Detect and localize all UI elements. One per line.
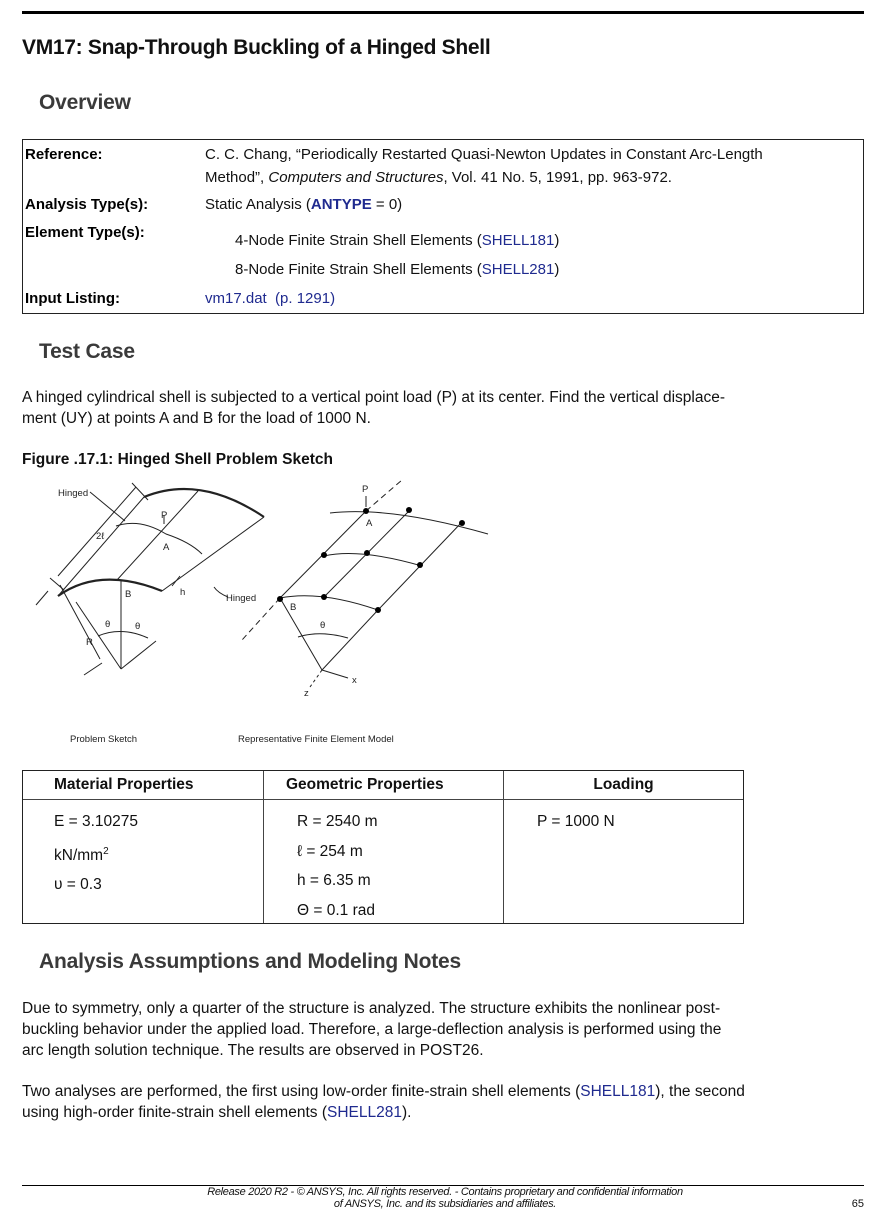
dim-tick [132, 483, 148, 500]
reference-journal: Computers and Structures [268, 169, 444, 186]
assumptions-paragraph-1 [22, 998, 852, 1061]
loading-cell [504, 800, 743, 837]
material-cell [23, 800, 263, 900]
paragraph-line: Due to symmetry, only a quarter of the structure is analyzed. The structure exhibits the nonlinear post- [22, 1000, 721, 1017]
x-label: x [352, 675, 357, 686]
p-label: P [161, 510, 168, 521]
paragraph-text: using high-order finite-strain shell elements ( [22, 1104, 327, 1121]
analysis-text: Static Analysis ( [205, 196, 311, 213]
paragraph-line: A hinged cylindrical shell is subjected to a vertical point load (P) at its center. Find the vertical displace- [22, 389, 726, 406]
x-axis [322, 670, 348, 678]
page-number: 65 [851, 1198, 864, 1210]
theta-arc [98, 631, 148, 638]
h-dim [172, 576, 180, 586]
shell281-link[interactable]: SHELL281 [326, 1104, 402, 1121]
analysis-type-value [205, 193, 855, 216]
dim-tick [36, 591, 48, 605]
assumptions-heading: Analysis Assumptions and Modeling Notes [39, 950, 461, 973]
antype-link[interactable]: ANTYPE [310, 196, 372, 213]
material-value: υ = 0.3 [54, 876, 102, 894]
input-listing-link[interactable]: vm17.dat (p. 1291) [205, 290, 336, 307]
reference-text: , Vol. 41 No. 5, 1991, pp. 963-972. [443, 169, 672, 186]
test-case-paragraph [22, 387, 852, 429]
loading-header: Loading [504, 771, 743, 800]
element-text: ) [554, 232, 560, 249]
reference-label: Reference: [25, 146, 103, 163]
right-caption: Representative Finite Element Model [238, 734, 394, 745]
dim-tick [50, 578, 64, 590]
test-case-heading: Test Case [39, 340, 135, 363]
loading-value: P = 1000 N [537, 813, 615, 830]
analysis-text: = 0) [371, 196, 403, 213]
element-text: ) [554, 261, 560, 278]
footer-line: of ANSYS, Inc. and its subsidiaries and affiliates. [333, 1198, 557, 1210]
z-label: z [304, 688, 309, 699]
footer-copyright [150, 1186, 740, 1210]
assumptions-paragraph-2 [22, 1081, 852, 1123]
symmetry-line [242, 598, 280, 640]
input-listing-label: Input Listing: [25, 290, 120, 307]
shell181-link[interactable]: SHELL181 [481, 232, 555, 249]
geometric-value: Θ = 0.1 rad [297, 901, 375, 919]
paragraph-text: ), the second [655, 1083, 745, 1100]
paragraph-line: ment (UY) at points A and B for the load of 1000 N. [22, 410, 371, 427]
shell181-link[interactable]: SHELL181 [580, 1083, 656, 1100]
element-text: 8-Node Finite Strain Shell Elements ( [235, 261, 482, 278]
fe-theta-label: θ [320, 620, 326, 631]
geometric-value: h = 6.35 m [297, 872, 371, 889]
edge-line [117, 491, 198, 580]
r-label: R [86, 637, 93, 648]
page-title: VM17: Snap-Through Buckling of a Hinged Shell [22, 36, 491, 59]
overview-table [22, 139, 864, 314]
hinged-top-label: Hinged [58, 488, 89, 499]
left-caption: Problem Sketch [70, 734, 138, 745]
problem-sketch-figure [30, 480, 510, 755]
fe-arc [324, 554, 422, 566]
b-label: B [125, 589, 132, 600]
reference-line-1: C. C. Chang, “Periodically Restarted Quasi-Newton Updates in Constant Arc-Length [205, 146, 763, 163]
top-rule [22, 11, 864, 14]
front-arc [58, 580, 162, 596]
hinged-side-label: Hinged [226, 593, 257, 604]
h-label: h [180, 587, 186, 598]
r-dim [60, 585, 100, 659]
hinged-leader [90, 492, 125, 521]
z-axis [310, 670, 322, 687]
theta-label: θ [105, 619, 111, 630]
shell-diagram [30, 480, 510, 755]
paragraph-line: buckling behavior under the applied load. Therefore, a large-deflection analysis is performed using the [22, 1021, 722, 1038]
analysis-type-label: Analysis Type(s): [25, 196, 149, 213]
theta-label: θ [135, 621, 141, 632]
paragraph-line: arc length solution technique. The results are observed in POST26. [22, 1042, 484, 1059]
footer-line: Release 2020 R2 - © ANSYS, Inc. All rights reserved. - Contains proprietary and confidential information [207, 1186, 683, 1198]
fe-p-label: P [362, 484, 369, 495]
fe-b-label: B [290, 602, 297, 613]
geometric-column [263, 771, 504, 923]
reference-text: Method”, [205, 169, 269, 186]
material-value: E = 3.10275 [54, 813, 139, 830]
symmetry-line [366, 480, 402, 511]
fe-a-label: A [366, 518, 373, 529]
geometric-value: R = 2540 m [297, 813, 378, 830]
mid-arc [116, 523, 202, 554]
two-l-label: 2ℓ [96, 531, 105, 542]
paragraph-text: Two analyses are performed, the first using low-order finite-strain shell elements ( [22, 1083, 581, 1100]
geometric-header: Geometric Properties [264, 771, 504, 800]
dim-tick [84, 663, 102, 675]
element-type-label: Element Type(s): [25, 224, 145, 241]
material-column [23, 771, 263, 923]
overview-heading: Overview [39, 91, 131, 114]
figure-caption: Figure .17.1: Hinged Shell Problem Sketch [22, 451, 333, 468]
element-text: 4-Node Finite Strain Shell Elements ( [235, 232, 482, 249]
material-header: Material Properties [23, 771, 263, 800]
properties-table [22, 770, 744, 924]
reference-line-2 [205, 166, 855, 189]
loading-column [503, 771, 743, 923]
paragraph-text: ). [401, 1104, 412, 1121]
geometric-value: ℓ = 254 m [297, 842, 363, 860]
geometric-cell [264, 800, 504, 925]
theta-arc [298, 634, 348, 638]
reference-value [205, 143, 855, 189]
shell281-link[interactable]: SHELL281 [481, 261, 555, 278]
material-value: $kN/mm^2$ [54, 845, 109, 864]
a-label: A [163, 542, 170, 553]
radius-line [121, 641, 156, 669]
